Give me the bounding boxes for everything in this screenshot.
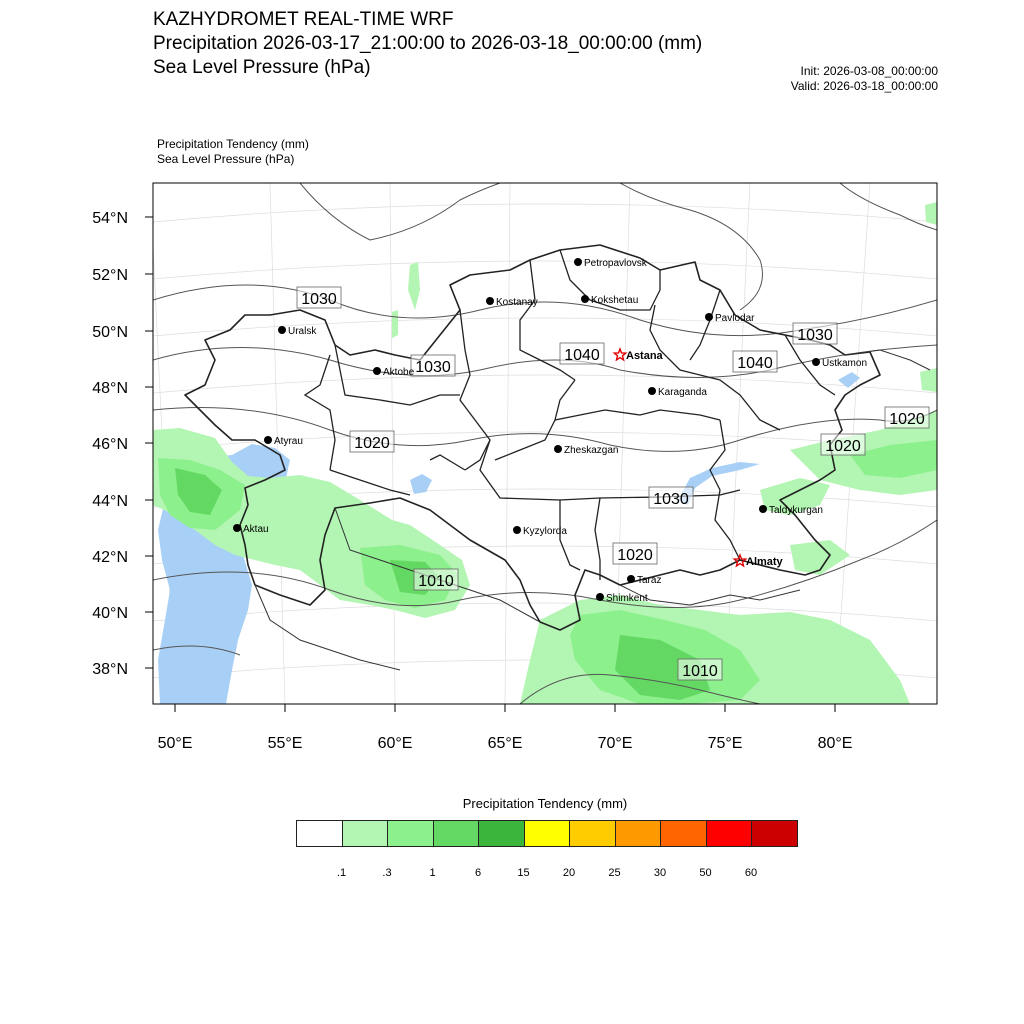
city-dot-icon — [233, 524, 241, 532]
colorbar-label: 50 — [699, 867, 712, 879]
isobar-label: 1040 — [737, 355, 773, 372]
city-dot-icon — [373, 367, 381, 375]
city-label: Aktau — [243, 524, 269, 535]
colorbar-swatch — [569, 820, 616, 847]
city-dot-icon — [554, 445, 562, 453]
colorbar-swatch — [751, 820, 798, 847]
city-label: Pavlodar — [715, 313, 755, 324]
city-label: Almaty — [746, 556, 783, 568]
init-time: Init: 2026-03-08_00:00:00 — [800, 64, 938, 78]
chart-subtitle-precip: Precipitation 2026-03-17_21:00:00 to 2026-03-18_00:00:00 (mm) — [153, 33, 703, 54]
chart-title: KAZHYDROMET REAL-TIME WRF — [153, 9, 454, 30]
lat-tick-label: 44°N — [92, 493, 128, 510]
city-dot-icon — [264, 436, 272, 444]
isobar-label: 1020 — [354, 435, 390, 452]
city-dot-icon — [759, 505, 767, 513]
city-dot-icon — [278, 326, 286, 334]
city-label: Kostanay — [496, 297, 538, 308]
isobar-label: 1030 — [415, 359, 451, 376]
field-label-slp: Sea Level Pressure (hPa) — [157, 152, 295, 166]
colorbar-swatch — [433, 820, 480, 847]
lon-tick-label: 55°E — [267, 735, 303, 752]
lon-tick-label: 75°E — [707, 735, 743, 752]
isobar-label: 1020 — [825, 438, 861, 455]
city-dot-icon — [596, 593, 604, 601]
isobar-label: 1030 — [301, 291, 337, 308]
colorbar-label: 30 — [653, 867, 667, 879]
field-label-precip: Precipitation Tendency (mm) — [157, 137, 309, 151]
city-label: Uralsk — [288, 326, 317, 337]
city-dot-icon — [812, 358, 820, 366]
colorbar-swatch — [524, 820, 571, 847]
city-label: Petropavlovsk — [584, 258, 647, 269]
colorbar-label: .3 — [382, 867, 392, 879]
city-dot-icon — [513, 526, 521, 534]
colorbar-swatch — [660, 820, 707, 847]
city-label: Kyzylorda — [523, 526, 567, 537]
colorbar-swatch — [615, 820, 662, 847]
city-label: Atyrau — [274, 436, 303, 447]
isobar-label: 1010 — [418, 573, 454, 590]
colorbar-label: 20 — [562, 867, 576, 879]
lat-tick-label: 38°N — [92, 661, 128, 678]
city-dot-icon — [574, 258, 582, 266]
colorbar-swatch — [478, 820, 525, 847]
city-label: Aktobe — [383, 367, 415, 378]
colorbar-label: 15 — [517, 867, 530, 879]
city-label: Zheskazgan — [564, 445, 619, 456]
city-dot-icon — [648, 387, 656, 395]
city-label: Ustkamon — [822, 358, 868, 369]
lat-tick-label: 40°N — [92, 605, 128, 622]
lat-tick-label: 48°N — [92, 380, 128, 397]
lon-tick-label: 80°E — [817, 735, 853, 752]
lon-tick-label: 70°E — [597, 735, 633, 752]
chart-subtitle-slp: Sea Level Pressure (hPa) — [153, 57, 371, 78]
lat-tick-label: 42°N — [92, 549, 128, 566]
colorbar-label: 6 — [474, 867, 482, 879]
lat-tick-label: 50°N — [92, 324, 128, 341]
city-label: Taraz — [637, 575, 662, 586]
city-dot-icon — [486, 297, 494, 305]
colorbar-label: 1 — [429, 867, 436, 879]
isobar-label: 1030 — [653, 491, 689, 508]
colorbar-swatch — [706, 820, 753, 847]
isobar-label: 1040 — [564, 347, 600, 364]
lat-tick-label: 54°N — [92, 210, 128, 227]
colorbar-swatch — [296, 820, 343, 847]
city-dot-icon — [581, 295, 589, 303]
lon-tick-label: 65°E — [487, 735, 523, 752]
lat-tick-label: 52°N — [92, 267, 128, 284]
city-dot-icon — [627, 575, 635, 583]
colorbar-swatch — [387, 820, 434, 847]
city-label: Shimkent — [606, 593, 648, 604]
isobar-label: 1030 — [797, 327, 833, 344]
colorbar-label: .1 — [336, 867, 347, 879]
city-label: Kokshetau — [591, 295, 639, 306]
city-label: Taldykurgan — [769, 505, 823, 516]
isobar-label: 1020 — [617, 547, 653, 564]
lon-tick-label: 60°E — [377, 735, 413, 752]
lat-tick-label: 46°N — [92, 436, 128, 453]
valid-time: Valid: 2026-03-18_00:00:00 — [790, 79, 938, 93]
lon-tick-label: 50°E — [157, 735, 193, 752]
colorbar-label: 25 — [608, 867, 621, 879]
city-dot-icon — [705, 313, 713, 321]
city-label: Karaganda — [658, 387, 707, 398]
colorbar-title: Precipitation Tendency (mm) — [462, 796, 628, 811]
city-label: Astana — [626, 350, 663, 362]
isobar-label: 1010 — [682, 663, 718, 680]
colorbar-label: 60 — [744, 867, 758, 879]
colorbar-swatch — [342, 820, 389, 847]
isobar-label: 1020 — [889, 411, 925, 428]
